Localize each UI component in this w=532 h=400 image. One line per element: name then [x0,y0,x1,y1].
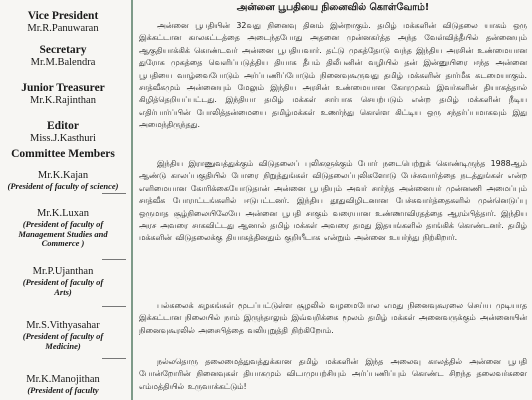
member-role: (President of faculty [27,385,99,395]
paragraph: அன்னை பூபதியின் 32வது நினைவு தினம் இன்றாகும். தமிழ் மக்களின் விடுதலை யாகம் ஒரு இக்கட்டான காலகட்டத்தை அடைந்தபோது அதனை முன்னகர்த்த அந்த வேள்வித்தீயில் தன்னையும் ஆகுதியாக்கிக் கொண்டவர் அன்னை பூபதியவார். தட்டு முகத்தோடு வந்த இந்திய அரசின் உண்மையான துரோக முகத்தை வெளிப்படுத்திய தியாக தீபம் திலீபனின் வழியில் தன் இன்னுயிரை ஈந்த அன்னை பூபதியை வாழ்வைபோடும் அர்ப்பணிப்போடும் நினைவுகூருவது தமிழ் மக்களின் தார்மீக கடமையாகும். சாத்வீகமும் அன்னையும் மேலும் இந்திய அரசின் உண்மையான கோரமுகம் இவர்களின் தியாகத்தால் கிழித்தெறியப்பட்டது. இந்தியா தமிழ் மக்கள் சார்பாக செயற்படும் என்ற தமிழ் மக்களின் நீடிய எதிர்பார்ப்பின் போலித்தன்மையை தமிழ்மக்கள் உணர்ந்து கொள்ள கிட்டிய ஒரு சந்தர்ப்பமாகவும் இது அமைந்திருந்தது. [139,21,527,130]
divider [102,193,126,194]
secretary-role: Secretary [39,44,87,56]
committee-member [0,374,126,396]
committee-member [0,170,126,192]
office-bearers-sidebar [0,0,126,400]
editor-name: Miss.J.Kasthuri [30,133,96,144]
vice-president-role: Vice President [27,10,99,22]
member-name: Mr.P.Ujanthan [32,266,94,277]
committee-member [0,320,126,351]
member-role: (President of faculty of Arts) [22,277,104,297]
paragraph: நல்லதொரு தலைமைத்துவத்துக்கான தமிழ் மக்களின் இந்த அலைவு காலத்தில் அன்னை பூபதி போன்றோரின் நினைவுகள் தியாகமும் விடாமுயற்சியும் அர்ப்பணிப்பும் கொண்ட சிறந்த தலைவர்களை எம்மத்தியில் உருவாக்கட்டும்! [139,357,527,391]
member-role: (President of faculty of science) [7,181,119,191]
member-role: (President of faculty of Medicine) [22,331,104,351]
divider [102,306,126,307]
vice-president-name: Mr.R.Panuwaran [27,23,99,34]
junior-treasurer-name: Mr.K.Rajinthan [30,95,96,106]
secretary-block [0,44,126,69]
member-name: Mr.K.Luxan [37,208,89,219]
member-name: Mr.S.Vithyasahar [26,320,100,331]
junior-treasurer-block [0,82,126,107]
member-name: Mr.K.Kajan [37,170,89,181]
committee-member [0,208,126,249]
divider [102,259,126,260]
statement-body [139,0,527,400]
vice-president-block [0,10,126,35]
paragraph: இந்திய இராணுவத்துக்கும் விடுதலைப் புலிகளுக்கும் போர் நடைபெற்றுக் கொண்டிருந்த 1988ஆம் ஆண்டு காலப்பகுதியில் போரை நிறுத்துங்கள் விடுதலைப்புலிகளோடு பேச்சுவார்த்தை நடத்துங்கள் என்ற எளிமையான கோரிக்கையோடுதான் அன்னை பூபதியும் அவர் சார்ந்த அன்னையர் முன்னணி அமைப்பும் சாத்வீக போராட்டங்களில் ஈடுபட்டனர். இந்திய தூதுவிழிடனான பேச்சுவார்த்தைகளில் முன்னெடுப்பு ஒருமாத சூழ்நிலையிலேயே அன்னை பூபதி சாகும் வரையான உண்ணாவிரதத்தை ஆரம்பித்தார். இந்திய அரச அவரை சாகவிட்டது ஆனால் தமிழ் மக்கள் அவரை தமது இதயங்களில் தாங்கிக் கொண்டனர். தமிழ் மக்களின் விடுதலைக்கு தியாகத்தினதும் குறியீடாக என்றும் அன்னை உயர்ந்து நிற்கிறார். [139,159,527,243]
secretary-name: Mr.M.Balendra [30,57,96,68]
editor-role: Editor [47,120,79,132]
divider [102,358,126,359]
statement-title: அன்னை பூபதியை நினைவில் கொள்வோம்! [236,2,430,13]
member-role: (President of faculty of Management Studies and Commerce ) [18,219,108,248]
paragraph: பல்கலைக் கழகங்கள் மூடப்பட்டுள்ள சூழலில் வழமைபோல எமது நினைவுகூரலை செய்ய முடியாத இக்கட்டான நிலையில் நாம் இருந்தாலும் இவ்வறிக்கை மூலம் தமிழ் மக்கள் அனைவருக்கும் அன்னையின் நினைவுகூரலில் அசைபித்தை வலியுறுத்தி நிற்கிறோம். [139,301,527,335]
committee-heading: Committee Members [11,148,115,160]
vertical-rule [131,0,133,400]
junior-treasurer-role: Junior Treasurer [21,82,105,94]
committee-heading-block [0,148,126,161]
committee-member [0,266,126,297]
editor-block [0,120,126,145]
member-name: Mr.K.Manojithan [26,374,100,385]
